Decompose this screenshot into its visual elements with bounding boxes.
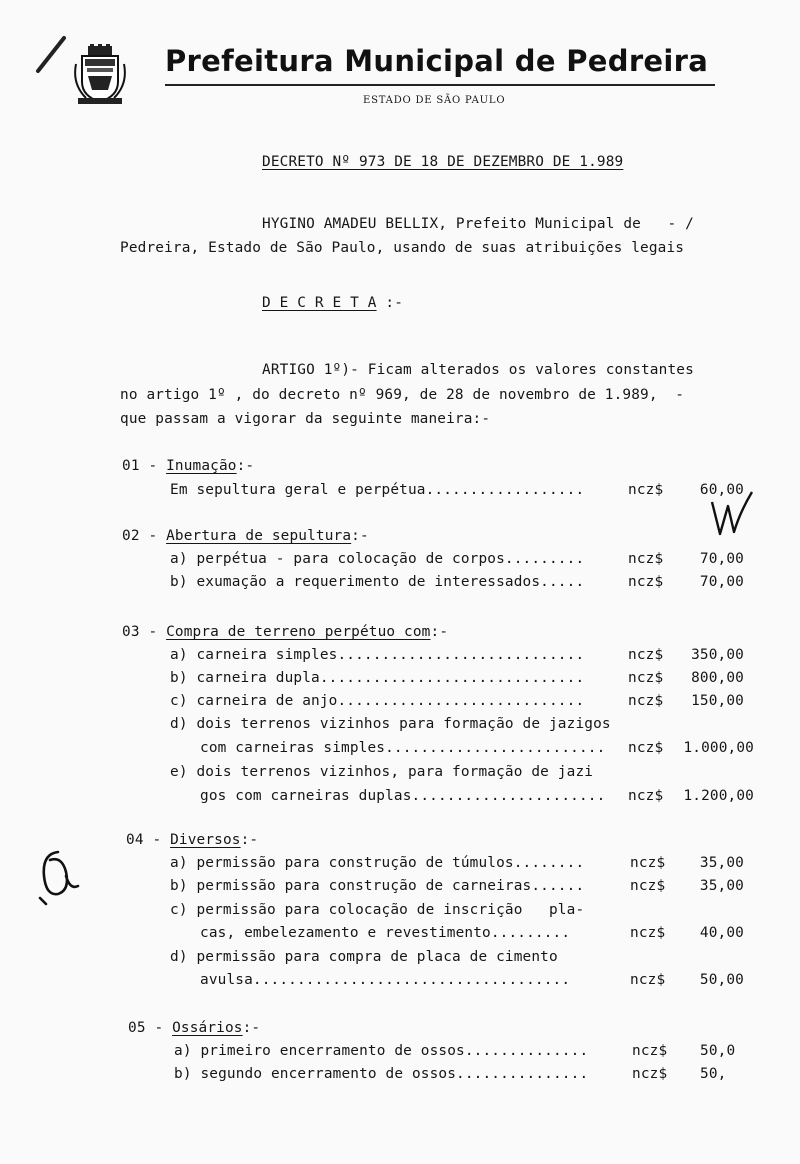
fee-currency: ncz$: [628, 574, 664, 590]
section-title: Ossários: [172, 1020, 243, 1036]
section-03-heading: [122, 624, 448, 640]
fee-currency: ncz$: [628, 670, 664, 686]
section-suffix: :-: [351, 528, 369, 544]
letterhead-rule: [165, 84, 715, 86]
fee-item-label-cont: avulsa....................................: [200, 972, 571, 988]
preamble-line-2: Pedreira, Estado de São Paulo, usando de suas atribuições legais: [120, 240, 685, 256]
section-number: 01 -: [122, 458, 167, 474]
fee-value: 70,00: [699, 551, 744, 567]
section-suffix: :-: [240, 832, 259, 848]
preamble-line-1: HYGINO AMADEU BELLIX, Prefeito Municipal de - /: [262, 216, 694, 232]
fee-item-label: Em sepultura geral e perpétua..................: [170, 482, 585, 498]
fee-item-label: d) dois terrenos vizinhos para formação de jazigos: [170, 716, 611, 732]
section-05-heading: [128, 1020, 260, 1036]
section-number: 05 -: [128, 1020, 173, 1036]
fee-item-label: c) permissão para colocação de inscrição pla-: [170, 902, 585, 918]
section-title: Diversos: [170, 832, 241, 848]
fee-value: 60,00: [699, 482, 744, 498]
pen-stroke-mark: [34, 35, 68, 75]
section-number: 03 -: [122, 624, 167, 640]
section-01-heading: [122, 458, 254, 474]
section-title: Compra de terreno perpétuo com: [166, 624, 431, 640]
section-suffix: :-: [430, 624, 449, 640]
section-02-heading: [122, 528, 369, 544]
fee-currency: ncz$: [630, 972, 666, 988]
section-number: 02 -: [122, 528, 167, 544]
fee-item-label: d) permissão para compra de placa de cimento: [170, 949, 558, 965]
fee-currency: ncz$: [632, 1043, 668, 1059]
decreta-suffix: :-: [376, 295, 404, 311]
decreta-label: D E C R E T A: [262, 295, 377, 311]
fee-currency: ncz$: [628, 551, 664, 567]
fee-value: 1.200,00: [683, 788, 754, 804]
section-title: Inumação: [166, 458, 237, 474]
fee-value: 50,: [700, 1066, 727, 1082]
fee-currency: ncz$: [628, 647, 664, 663]
fee-item-label: a) permissão para construção de túmulos........: [170, 855, 585, 871]
artigo-line-1: ARTIGO 1º)- Ficam alterados os valores constantes: [262, 362, 694, 378]
section-suffix: :-: [242, 1020, 261, 1036]
decree-title: DECRETO Nº 973 DE 18 DE DEZEMBRO DE 1.989: [262, 154, 624, 170]
fee-currency: ncz$: [630, 925, 666, 941]
section-number: 04 -: [126, 832, 171, 848]
fee-currency: ncz$: [628, 740, 664, 756]
fee-item-label: b) carneira dupla..............................: [170, 670, 585, 686]
handwritten-check-mark: [708, 488, 754, 542]
fee-value: 50,00: [699, 972, 744, 988]
letterhead-subtitle: ESTADO DE SÃO PAULO: [363, 95, 506, 106]
fee-item-label: b) exumação a requerimento de interessados.....: [170, 574, 585, 590]
fee-item-label: b) permissão para construção de carneiras......: [170, 878, 585, 894]
fee-value: 35,00: [699, 878, 744, 894]
fee-item-label: a) carneira simples............................: [170, 647, 585, 663]
municipal-coat-of-arms-icon: [72, 44, 128, 106]
fee-value: 35,00: [699, 855, 744, 871]
fee-item-label: a) perpétua - para colocação de corpos.........: [170, 551, 585, 567]
fee-value: 800,00: [691, 670, 744, 686]
fee-value: 70,00: [699, 574, 744, 590]
artigo-line-3: que passam a vigorar da seguinte maneira:-: [120, 411, 491, 427]
fee-value: 50,0: [700, 1043, 736, 1059]
fee-currency: ncz$: [632, 1066, 668, 1082]
handwritten-initial-mark: [36, 846, 82, 906]
fee-value: 1.000,00: [683, 740, 754, 756]
decreta-heading: [262, 295, 403, 311]
section-suffix: :-: [236, 458, 255, 474]
fee-item-label-cont: com carneiras simples.........................: [200, 740, 606, 756]
fee-item-label-cont: gos com carneiras duplas......................: [200, 788, 606, 804]
fee-value: 350,00: [691, 647, 744, 663]
fee-item-label-cont: cas, embelezamento e revestimento.........: [200, 925, 571, 941]
artigo-line-2: no artigo 1º , do decreto nº 969, de 28 de novembro de 1.989, -: [120, 387, 685, 403]
fee-item-label: e) dois terrenos vizinhos, para formação de jazi: [170, 764, 594, 780]
section-04-heading: [126, 832, 258, 848]
fee-currency: ncz$: [628, 482, 664, 498]
fee-currency: ncz$: [630, 878, 666, 894]
letterhead-title: Prefeitura Municipal de Pedreira: [165, 44, 709, 78]
fee-item-label: a) primeiro encerramento de ossos..............: [174, 1043, 589, 1059]
fee-currency: ncz$: [628, 693, 664, 709]
fee-item-label: b) segundo encerramento de ossos...............: [174, 1066, 589, 1082]
fee-value: 150,00: [691, 693, 744, 709]
fee-currency: ncz$: [628, 788, 664, 804]
fee-item-label: c) carneira de anjo............................: [170, 693, 585, 709]
fee-currency: ncz$: [630, 855, 666, 871]
fee-value: 40,00: [699, 925, 744, 941]
section-title: Abertura de sepultura: [166, 528, 352, 544]
